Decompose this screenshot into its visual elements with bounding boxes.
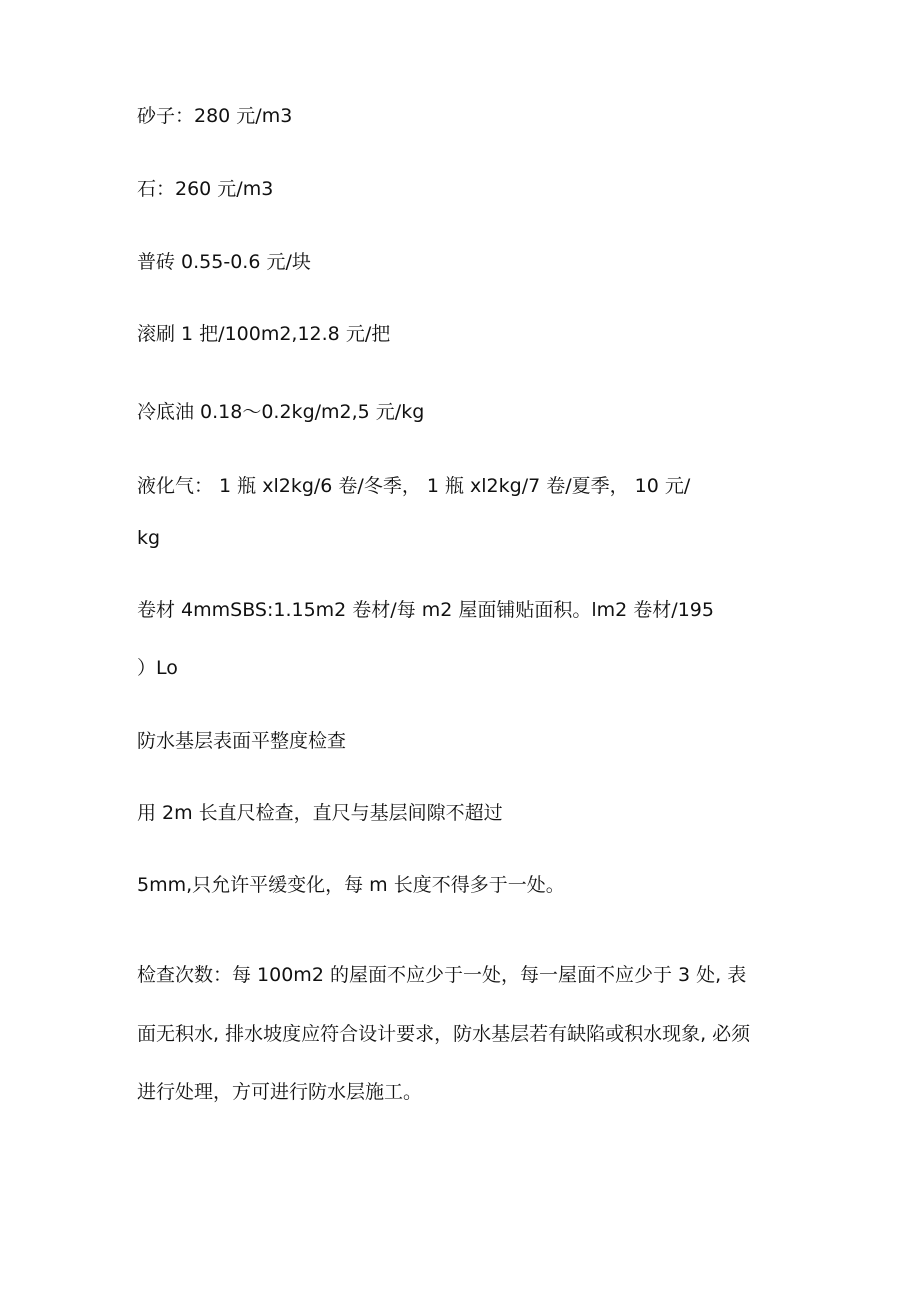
text-line-liquefied-gas-cont: kg: [137, 527, 161, 549]
text-line-liquefied-gas: 液化气： 1 瓶 xl2kg/6 卷/冬季， 1 瓶 xl2kg/7 卷/夏季， 10 元/: [137, 475, 691, 497]
section-heading-flatness-check: 防水基层表面平整度检查: [137, 730, 347, 752]
text-line-membrane: 卷材 4mmSBS:1.15m2 卷材/每 m2 屋面铺贴面积。lm2 卷材/195: [137, 599, 714, 621]
text-line-inspection-count-3: 进行处理，方可进行防水层施工。: [137, 1081, 423, 1103]
text-line-primer-oil: 冷底油 0.18～0.2kg/m2,5 元/kg: [137, 401, 425, 423]
text-line-straightedge: 用 2m 长直尺检查，直尺与基层间隙不超过: [137, 802, 503, 824]
text-line-sand-price: 砂子：280 元/m3: [137, 105, 293, 127]
text-line-stone-price: 石：260 元/m3: [137, 178, 274, 200]
text-line-roller-brush: 滚刷 1 把/100m2,12.8 元/把: [137, 323, 391, 345]
text-line-brick-price: 普砖 0.55-0.6 元/块: [137, 251, 311, 273]
text-line-tolerance: 5mm,只允许平缓变化，每 m 长度不得多于一处。: [137, 874, 565, 896]
text-line-inspection-count: 检查次数：每 100m2 的屋面不应少于一处，每一屋面不应少于 3 处, 表: [137, 964, 747, 986]
text-line-inspection-count-2: 面无积水, 排水坡度应符合设计要求，防水基层若有缺陷或积水现象, 必须: [137, 1023, 751, 1045]
text-line-membrane-cont: ）Lo: [137, 657, 178, 679]
